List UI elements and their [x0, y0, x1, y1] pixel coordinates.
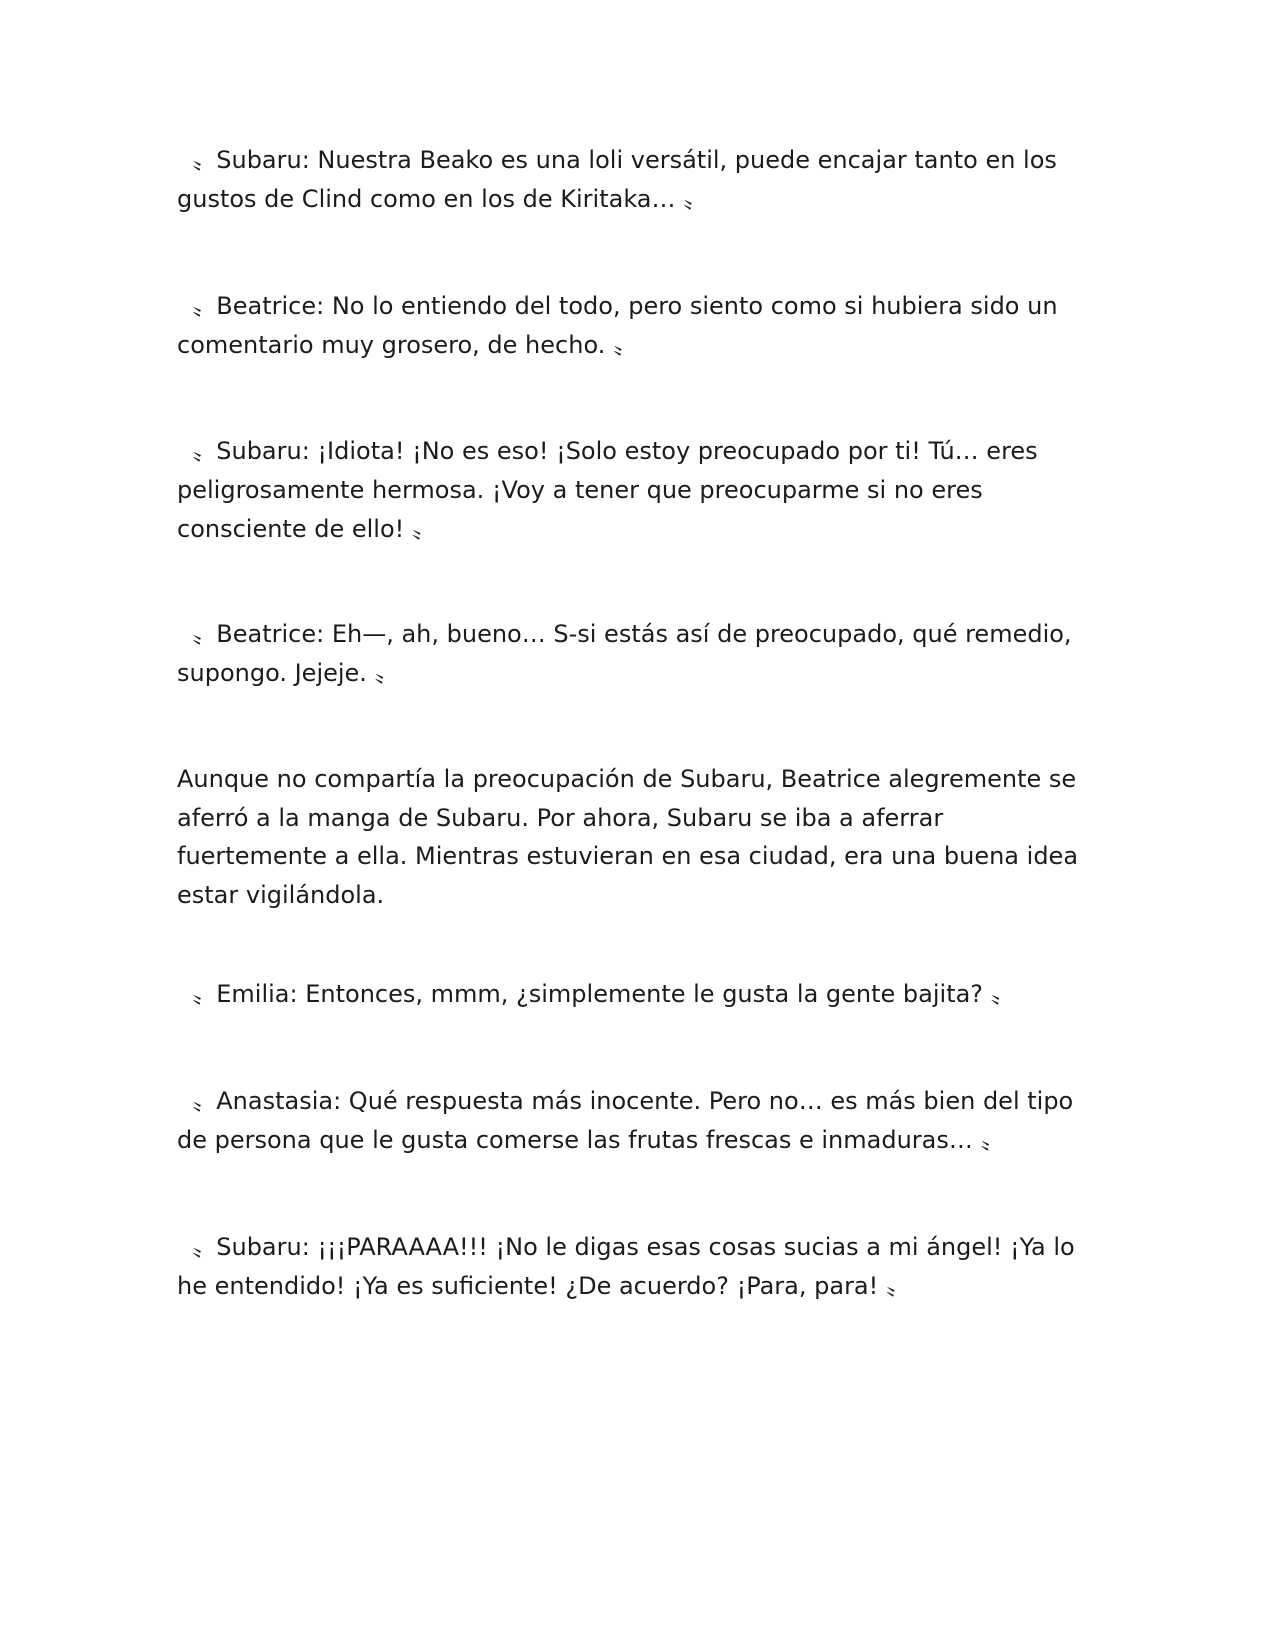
- dialogue-subaru-3: 〟Subaru: ¡¡¡PARAAAA!!! ¡No le digas esas cosas sucias a mi ángel! ¡Ya lo he entendido! ¡Ya es suficiente! ¿De acuerdo? ¡Para, para! 〟: [177, 1233, 1075, 1300]
- dialogue-subaru-1: 〟Subaru: Nuestra Beako es una loli versátil, puede encajar tanto en los gustos de Clind como en los de Kiritaka… 〟: [177, 146, 1057, 213]
- dialogue-subaru-2: 〟Subaru: ¡Idiota! ¡No es eso! ¡Solo estoy preocupado por ti! Tú… eres peligrosamente hermosa. ¡Voy a tener que preocuparme si no eres consciente de ello! 〟: [177, 437, 1038, 543]
- dialogue-emilia: 〟Emilia: Entonces, mmm, ¿simplemente le gusta la gente bajita? 〟: [177, 980, 1015, 1008]
- dialogue-anastasia: 〟Anastasia: Qué respuesta más inocente. Pero no… es más bien del tipo de persona que le gusta comerse las frutas frescas e inmaduras… 〟: [177, 1087, 1074, 1154]
- dialogue-beatrice-1: 〟Beatrice: No lo entiendo del todo, pero siento como si hubiera sido un comentario muy grosero, de hecho. 〟: [177, 292, 1058, 359]
- dialogue-beatrice-2: 〟Beatrice: Eh—, ah, bueno… S-si estás así de preocupado, qué remedio, supongo. Jejeje. 〟: [177, 620, 1072, 687]
- narration-paragraph: Aunque no compartía la preocupación de Subaru, Beatrice alegremente se aferró a la manga de Subaru. Por ahora, Subaru se iba a aferrar fuertemente a ella. Mientras estuvieran en esa ciudad, era una buena idea estar vigilándola.: [177, 765, 1079, 909]
